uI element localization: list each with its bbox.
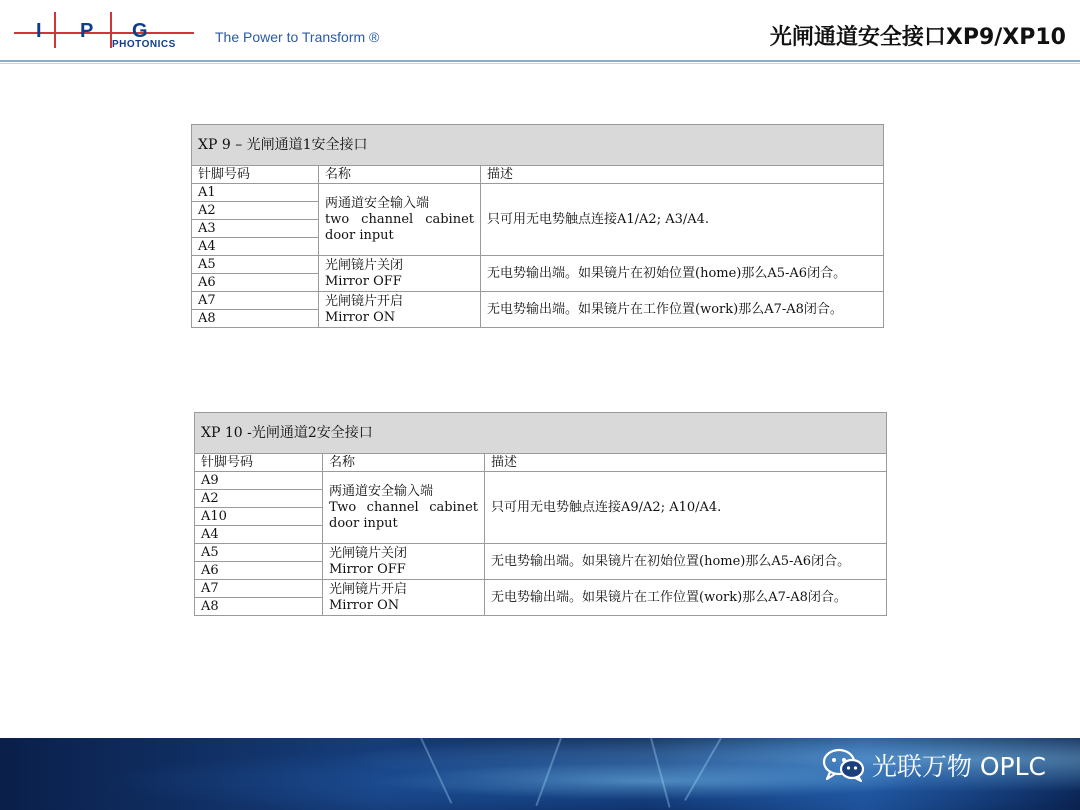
brand-text: 光联万物 OPLC bbox=[871, 752, 1046, 781]
page-title: 光闸通道安全接口XP9/XP10 bbox=[769, 25, 1066, 50]
footer-brand bbox=[822, 747, 1046, 783]
column-header-desc: 描述 bbox=[481, 166, 884, 184]
pin-cell: A6 bbox=[195, 562, 323, 580]
name-cn: 光闸镜片关闭 bbox=[325, 257, 404, 273]
pin-cell: A8 bbox=[192, 310, 319, 328]
column-header-pin: 针脚号码 bbox=[192, 166, 319, 184]
desc-cell: 只可用无电势触点连接A9/A2; A10/A4. bbox=[485, 472, 887, 544]
decorative-fiber bbox=[684, 738, 722, 801]
pin-cell: A7 bbox=[192, 292, 319, 310]
pin-cell: A4 bbox=[195, 526, 323, 544]
pin-cell: A9 bbox=[195, 472, 323, 490]
name-cell bbox=[319, 256, 481, 292]
name-en: Two channel cabinet door input bbox=[329, 499, 478, 531]
column-header-pin: 针脚号码 bbox=[195, 454, 323, 472]
logo-letter-i: I bbox=[36, 20, 42, 42]
tagline: The Power to Transform ® bbox=[215, 29, 380, 45]
logo-letter-p: P bbox=[80, 20, 94, 42]
desc-cell: 无电势输出端。如果镜片在初始位置(home)那么A5-A6闭合。 bbox=[481, 256, 884, 292]
desc-cell: 无电势输出端。如果镜片在工作位置(work)那么A7-A8闭合。 bbox=[481, 292, 884, 328]
desc-cell: 只可用无电势触点连接A1/A2; A3/A4. bbox=[481, 184, 884, 256]
pin-cell: A8 bbox=[195, 598, 323, 616]
name-cell bbox=[319, 292, 481, 328]
logo-subtitle: PHOTONICS bbox=[112, 39, 176, 50]
table-title: XP 9 – 光闸通道1安全接口 bbox=[192, 125, 884, 166]
name-en: Mirror ON bbox=[325, 309, 396, 325]
name-cn: 两通道安全输入端 bbox=[325, 195, 430, 211]
pin-cell: A10 bbox=[195, 508, 323, 526]
name-cell bbox=[323, 580, 485, 616]
name-cn: 光闸镜片开启 bbox=[329, 581, 408, 597]
decorative-fiber bbox=[650, 738, 671, 808]
footer-banner bbox=[0, 738, 1080, 810]
table-title: XP 10 -光闸通道2安全接口 bbox=[195, 413, 887, 454]
logo-red-vline bbox=[54, 12, 56, 48]
pin-cell: A5 bbox=[192, 256, 319, 274]
pin-cell: A2 bbox=[195, 490, 323, 508]
decorative-fiber bbox=[535, 738, 562, 806]
pin-cell: A6 bbox=[192, 274, 319, 292]
name-cn: 光闸镜片关闭 bbox=[329, 545, 408, 561]
header bbox=[0, 0, 1080, 66]
name-cn: 两通道安全输入端 bbox=[329, 483, 434, 499]
name-cn: 光闸镜片开启 bbox=[325, 293, 404, 309]
name-cell bbox=[319, 184, 481, 256]
header-divider bbox=[0, 60, 1080, 62]
name-cell bbox=[323, 544, 485, 580]
desc-cell: 无电势输出端。如果镜片在初始位置(home)那么A5-A6闭合。 bbox=[485, 544, 887, 580]
pin-cell: A3 bbox=[192, 220, 319, 238]
name-en: Mirror OFF bbox=[329, 561, 406, 577]
xp9-table bbox=[191, 124, 884, 328]
header-divider-light bbox=[0, 63, 1080, 64]
column-header-name: 名称 bbox=[319, 166, 481, 184]
ipg-logo bbox=[14, 10, 194, 52]
pin-cell: A1 bbox=[192, 184, 319, 202]
pin-cell: A7 bbox=[195, 580, 323, 598]
name-en: Mirror OFF bbox=[325, 273, 402, 289]
pin-cell: A2 bbox=[192, 202, 319, 220]
xp10-table bbox=[194, 412, 887, 616]
column-header-name: 名称 bbox=[323, 454, 485, 472]
logo-letter-g: G bbox=[132, 20, 148, 42]
name-en: two channel cabinet door input bbox=[325, 211, 474, 243]
pin-cell: A5 bbox=[195, 544, 323, 562]
decorative-fiber bbox=[420, 738, 452, 804]
name-en: Mirror ON bbox=[329, 597, 400, 613]
column-header-desc: 描述 bbox=[485, 454, 887, 472]
wechat-icon bbox=[822, 748, 866, 782]
desc-cell: 无电势输出端。如果镜片在工作位置(work)那么A7-A8闭合。 bbox=[485, 580, 887, 616]
pin-cell: A4 bbox=[192, 238, 319, 256]
name-cell bbox=[323, 472, 485, 544]
